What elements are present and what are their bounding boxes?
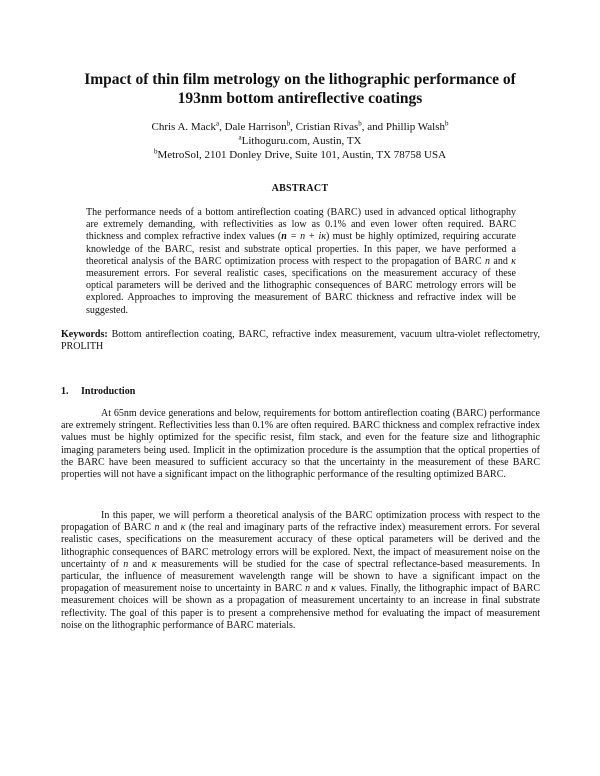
abstract-text xyxy=(86,207,516,317)
author-name: Chris A. Mack xyxy=(151,121,216,133)
abstract-segment: ) must be highly optimized, requiring accurate knowledge of the BARC, resist and substrate optical properties. In this paper, we have performed a theoretical analysis of the BARC optimization process with respect to the propagation of BARC xyxy=(86,231,516,267)
section-title: Introduction xyxy=(81,386,136,397)
author-name: , and Phillip Walsh xyxy=(361,121,445,133)
abstract-segment: and xyxy=(490,255,512,267)
abstract-equation: = n + iκ xyxy=(286,231,327,243)
paragraph-variable: n xyxy=(123,558,129,570)
paragraph-variable: κ xyxy=(180,522,186,534)
paragraph-variable: κ xyxy=(331,583,336,595)
author-name: , Cristian Rivas xyxy=(290,121,359,133)
affiliation-b xyxy=(60,148,540,162)
section-number: 1. xyxy=(61,386,69,397)
paragraph-variable: n xyxy=(305,583,311,595)
paragraph-segment: and xyxy=(310,583,332,595)
paragraph-segment: and xyxy=(159,522,181,534)
paper-title: Impact of thin film metrology on the lithographic performance of 193nm bottom antireflective coatings xyxy=(84,71,516,107)
author-line xyxy=(60,120,540,134)
abstract-segment: The performance needs of a bottom antireflection coating (BARC) used in advanced optical lithography are extremely demanding, with reflectivities as low as 0.1% and even lower often required. BARC thickness and complex refractive index values ( xyxy=(86,207,516,243)
paragraph-segment: values. Finally, the lithographic impact of BARC measurement choices will be shown as a propagation of measurement uncertainty to an increase in final substrate reflectivity. The goal of this paper is to present a comprehensive method for evaluating the impact of measurement noise on the lithographic performance of BARC materials. xyxy=(61,583,540,631)
author-affiliation-mark: a xyxy=(215,119,220,128)
keywords xyxy=(61,329,540,353)
paragraph-variable: κ xyxy=(151,558,157,570)
abstract-segment: measurement errors. For several realistic cases, specifications on the measurement accuracy of these optical parameters will be derived and the lithographic consequences of BARC metrology errors will be explored. Approaches to improving the measurement of BARC thickness and refractive index will be suggested. xyxy=(86,268,516,316)
paragraph-variable: n xyxy=(154,522,160,534)
affiliation-mark: a xyxy=(238,133,242,142)
keywords-text: Bottom antireflection coating, BARC, refractive index measurement, vacuum ultra-violet reflectometry, PROLITH xyxy=(61,329,540,353)
paragraph-segment: measurements will be studied for the case of spectral reflectance-based measurements. In particular, the influence of measurement wavelength range will be shown to have a significant impact on the propagation of measurement noise to uncertainty in BARC xyxy=(61,558,540,595)
keywords-label: Keywords: xyxy=(61,329,108,340)
paragraph-segment: In this paper, we will perform a theoretical analysis of the BARC optimization process with respect to the propagation of BARC xyxy=(61,510,540,534)
intro-paragraph-1: At 65nm device generations and below, requirements for bottom antireflection coating (BARC) performance are extremely stringent. Reflectivities less than 0.1% are often required. BARC thickness and complex refractive index values must be highly optimized for the specific resist, film stack, and even for the feature size and lithographic imaging parameters being used. Implicit in the optimization procedure is the assumption that the optical properties of the BARC have been measured to sufficient accuracy so that the uncertainty in the measurement of these BARC properties will not have a significant impact on the lithographic performance of the resulting optimized BARC. xyxy=(61,408,540,481)
author-block xyxy=(60,120,540,162)
affiliation-mark: b xyxy=(153,147,158,156)
affiliation-text: MetroSol, 2101 Donley Drive, Suite 101, Austin, TX 78758 USA xyxy=(157,149,447,161)
author-affiliation-mark: b xyxy=(286,119,291,128)
author-affiliation-mark: b xyxy=(358,119,362,128)
abstract-variable: n xyxy=(485,255,491,267)
abstract-variable: κ xyxy=(511,255,516,267)
abstract-heading: ABSTRACT xyxy=(271,183,329,194)
section-heading xyxy=(61,386,135,397)
paragraph-segment: (the real and imaginary parts of the refractive index) measurement errors. For several realistic cases, specifications on the measurement accuracy of these optical parameters will be derived and the lithographic consequences of BARC metrology errors will be explored. Next, the impact of measurement noise on the uncertainty of xyxy=(61,522,540,570)
author-name: , Dale Harrison xyxy=(219,121,287,133)
intro-paragraph-2 xyxy=(61,510,540,632)
affiliation-a xyxy=(60,134,540,148)
affiliation-text: Lithoguru.com, Austin, TX xyxy=(241,135,362,147)
author-affiliation-mark: b xyxy=(445,119,449,128)
abstract-variable: n xyxy=(281,231,287,243)
paragraph-segment: and xyxy=(128,558,152,570)
